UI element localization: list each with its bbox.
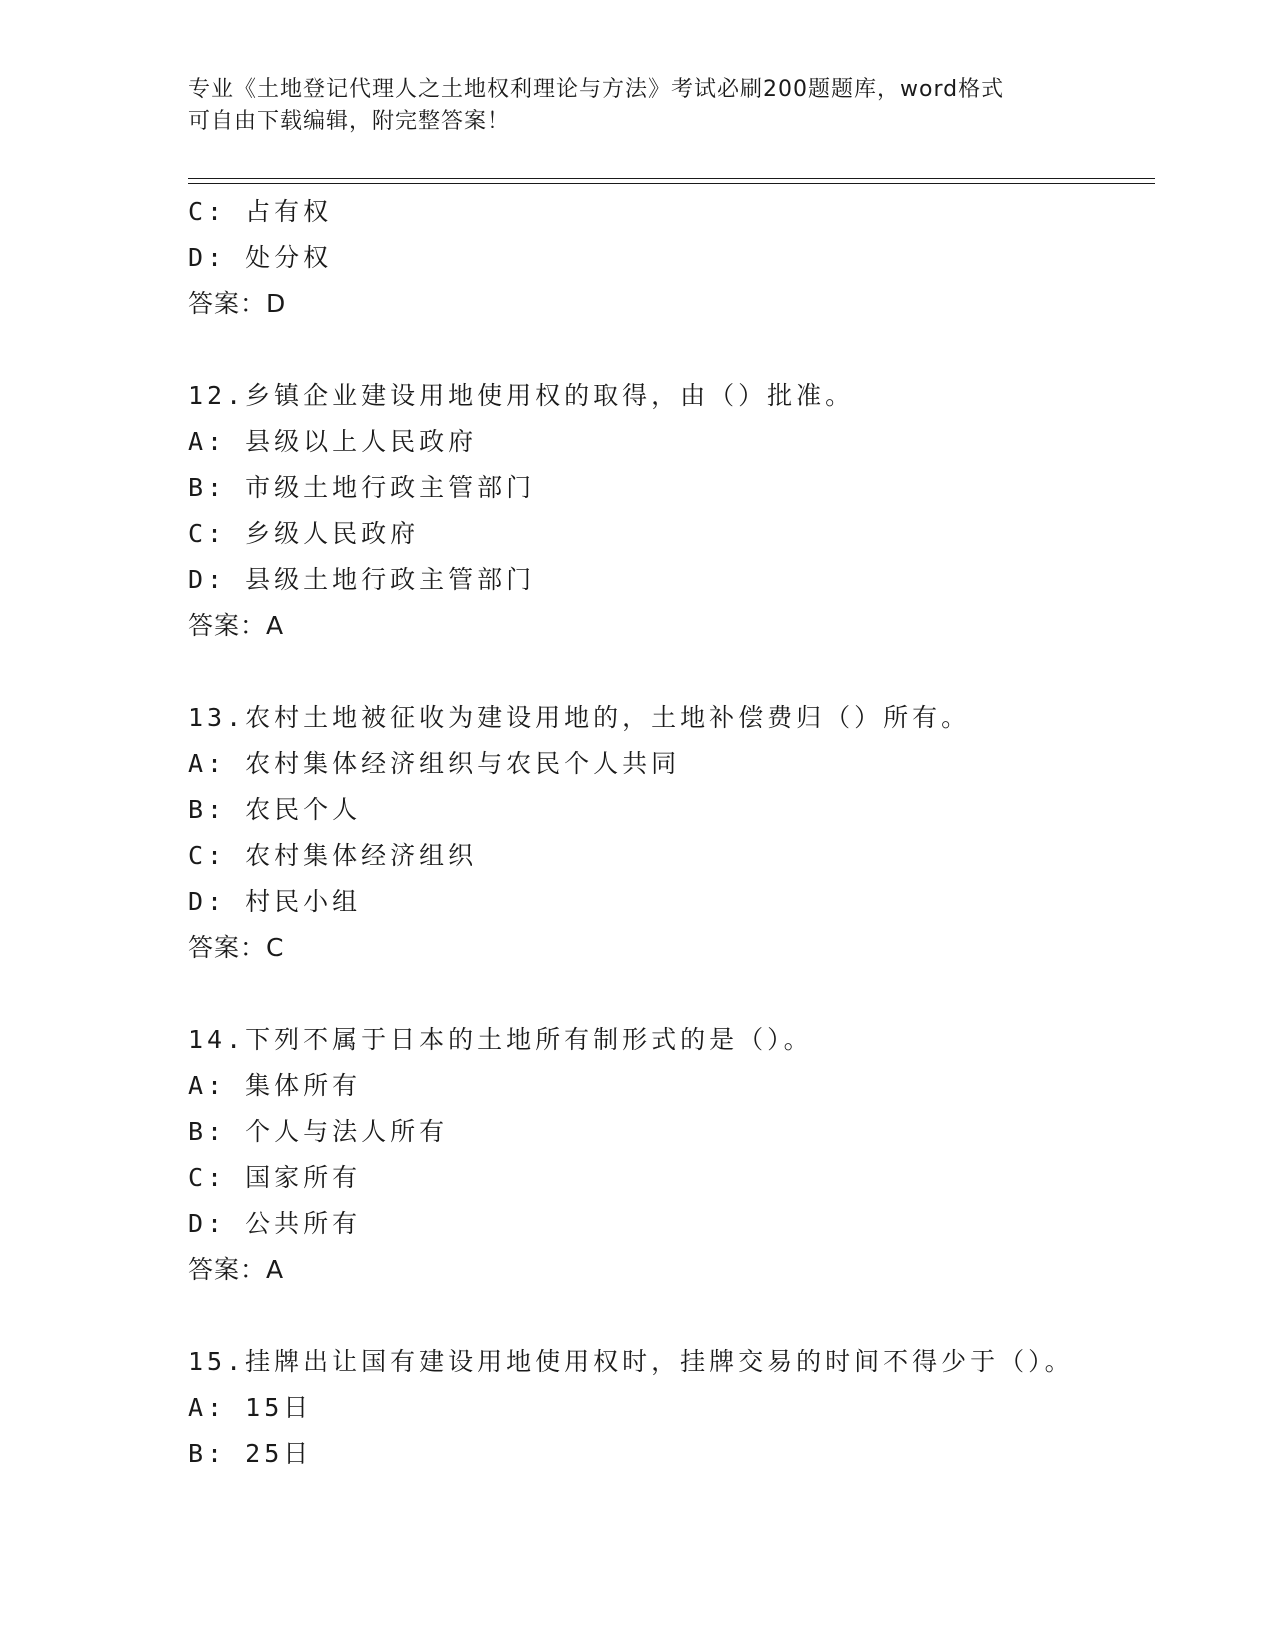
option-d: D: 村民小组 [188, 887, 362, 916]
answer: 答案：A [188, 1255, 285, 1284]
option-d: D: 县级土地行政主管部门 [188, 565, 536, 594]
option-c: C: 国家所有 [188, 1163, 362, 1192]
header-line-2: 可自由下载编辑，附完整答案！ [188, 109, 511, 134]
option-a: A: 集体所有 [188, 1071, 362, 1100]
option-c: C: 乡级人民政府 [188, 519, 420, 548]
header-line-1: 专业《土地登记代理人之土地权利理论与方法》考试必刷200题题库，word格式 [188, 77, 1005, 102]
header-divider-bottom [188, 183, 1155, 184]
question-block-15 [188, 1339, 1155, 1477]
option-a: A: 农村集体经济组织与农民个人共同 [188, 749, 681, 778]
question-list [188, 189, 1155, 1477]
option-a: A: 15日 [188, 1393, 313, 1422]
document-header [188, 74, 1088, 138]
option-d: D: 公共所有 [188, 1209, 362, 1238]
option-d: D: 处分权 [188, 243, 333, 272]
question-text: 12.乡镇企业建设用地使用权的取得，由（）批准。 [188, 381, 855, 410]
question-block-13 [188, 695, 1155, 971]
answer: 答案：D [188, 289, 287, 318]
question-block-12 [188, 373, 1155, 649]
answer: 答案：C [188, 933, 285, 962]
option-c: C: 占有权 [188, 197, 333, 226]
option-c: C: 农村集体经济组织 [188, 841, 478, 870]
question-text: 15.挂牌出让国有建设用地使用权时，挂牌交易的时间不得少于（）。 [188, 1347, 1074, 1376]
header-divider-top [188, 178, 1155, 179]
option-b: B: 农民个人 [188, 795, 362, 824]
option-b: B: 个人与法人所有 [188, 1117, 449, 1146]
question-text: 13.农村土地被征收为建设用地的，土地补偿费归（）所有。 [188, 703, 971, 732]
question-block-11 [188, 189, 1155, 327]
answer: 答案：A [188, 611, 285, 640]
question-block-14 [188, 1017, 1155, 1293]
option-a: A: 县级以上人民政府 [188, 427, 478, 456]
option-b: B: 市级土地行政主管部门 [188, 473, 536, 502]
option-b: B: 25日 [188, 1439, 313, 1468]
question-text: 14.下列不属于日本的土地所有制形式的是（）。 [188, 1025, 813, 1054]
